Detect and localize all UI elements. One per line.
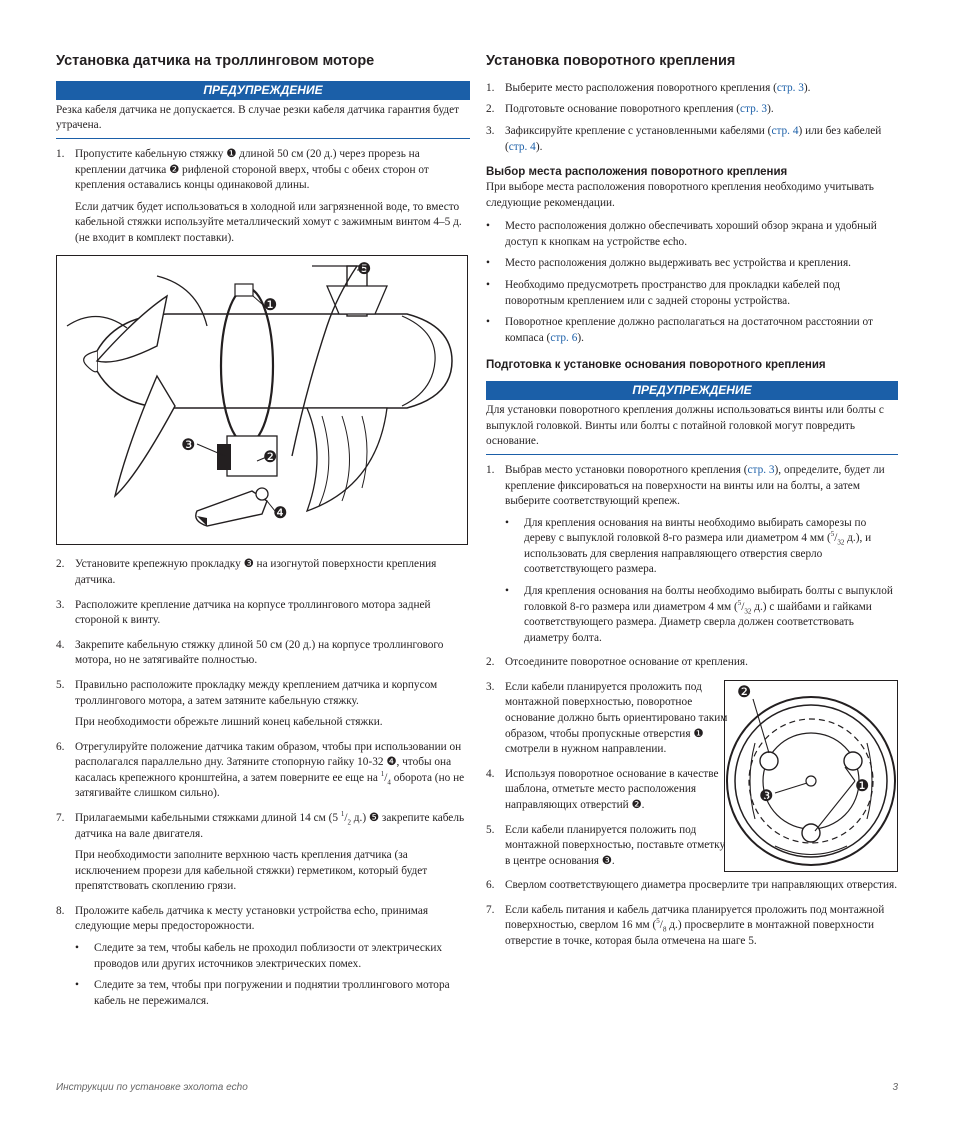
- step-3: [486, 680, 733, 758]
- step-5: [486, 823, 733, 870]
- step-number: 2.: [56, 558, 65, 571]
- step-text: Правильно расположите прокладку между креплением датчика и корпусом троллингового мотора, а затем затяните кабельную стяжку.: [75, 678, 438, 707]
- footer-title: Инструкции по установке эхолота echo: [56, 1082, 248, 1093]
- step-number: 2.: [486, 103, 495, 116]
- section-title-swivel-mount: Установка поворотного крепления: [486, 53, 736, 69]
- bullet-item: • Для крепления основания на винты необходимо выбирать саморезы по дереву с выпуклой головкой 8-го размера или диаметром 4 мм ($^5/_{32}$ д.), и использовать для сверления направляющего отверстия сверло соответствующего размера.: [505, 516, 898, 578]
- step-text: Закрепите кабельную стяжку длиной 50 см (20 д.) на корпусе троллингового мотора, но не затягивайте полностью.: [75, 638, 444, 667]
- page-link[interactable]: стр. 3: [740, 103, 768, 116]
- step-number: 6.: [56, 740, 65, 753]
- step-6: [486, 878, 898, 894]
- callout-2: ❷: [737, 681, 752, 701]
- swivel-base-figure: [724, 680, 898, 872]
- step-number: 4.: [56, 638, 65, 651]
- step-text: Сверлом соответствующего диаметра просверлите три направляющих отверстия.: [505, 879, 898, 892]
- warning-bar: ПРЕДУПРЕЖДЕНИЕ: [56, 81, 470, 100]
- subsection-intro: При выборе места расположения поворотного крепления необходимо учитывать следующие рекомендации.: [486, 181, 874, 209]
- swivel-base-illustration: [725, 681, 897, 871]
- step-7: [56, 811, 470, 895]
- warning-text: Для установки поворотного крепления должны использоваться винты или болты с выпуклой головкой. Винты или болты с потайной головкой могут повредить основание.: [486, 403, 898, 455]
- step-4: [56, 638, 470, 669]
- callout-1: ❶: [855, 775, 870, 795]
- step-number: 2.: [486, 656, 495, 669]
- page-link[interactable]: стр. 3: [747, 463, 775, 476]
- right-column: [486, 52, 898, 959]
- step-8: [56, 904, 470, 1009]
- step-text: Если кабель питания и кабель датчика планируется проложить под монтажной поверхностью, сверлом 16 мм ($^5/_8$ д.) просверлите в монтажной поверхности отверстие в точке, которая была отмечена на шаге 5.: [505, 903, 885, 947]
- bullet-item: • Необходимо предусмотреть пространство для прокладки кабелей под поворотным креплением или с задней стороны устройства.: [486, 278, 898, 309]
- step-number: 5.: [486, 823, 495, 836]
- warning-text: Резка кабеля датчика не допускается. В случае резки кабеля датчика гарантия будет утрачена.: [56, 103, 470, 139]
- figure-wrap-block: [486, 680, 898, 869]
- step-5: [56, 678, 470, 731]
- page-link[interactable]: стр. 4: [771, 125, 799, 137]
- step-number: 7.: [486, 903, 495, 916]
- step-number: 3.: [486, 125, 495, 137]
- step-text: Выберите место расположения поворотного крепления (стр. 3).: [505, 81, 811, 94]
- step-note: При необходимости обрежьте лишний конец кабельной стяжки.: [75, 716, 383, 729]
- step-7: [486, 903, 898, 950]
- step-number: 5.: [56, 678, 65, 691]
- step-6: [56, 740, 470, 802]
- callout-1: ❶: [263, 295, 278, 315]
- step-number: 4.: [486, 767, 495, 780]
- location-bullets: [486, 219, 898, 346]
- page-link[interactable]: стр. 6: [550, 331, 578, 344]
- step-text: Установите крепежную прокладку ❸ на изогнутой поверхности крепления датчика.: [75, 558, 437, 587]
- step-note: При необходимости заполните верхнюю часть крепления датчика (за исключением прорези для кабельной стяжки) герметиком, который будет препятствовать скоплению грязи.: [75, 849, 428, 893]
- step-text: Если кабели планируется проложить под монтажной поверхностью, поворотное основание должно быть ориентировано таким образом, чтобы пропускные отверстия ❶ смотрели в нужном направлении.: [505, 680, 728, 756]
- step-text: Подготовьте основание поворотного крепления (стр. 3).: [505, 103, 774, 116]
- warning-bar: ПРЕДУПРЕЖДЕНИЕ: [486, 381, 898, 400]
- step-number: 3.: [56, 598, 65, 611]
- step-text: Отрегулируйте положение датчика таким образом, чтобы при использовании он располагался параллельно дну. Затяните стопорную гайку 10-32 ❹, чтобы она касалась крепежного кронштейна, а затем поверните ее еще на $^1/_4$ оборота (но не затягивайте слишком сильно).: [75, 740, 465, 800]
- callout-5: ❺: [357, 259, 372, 279]
- step-text: Зафиксируйте крепление с установленными кабелями (стр. 4) или без кабелей (стр. 4).: [505, 125, 882, 153]
- step-number: 1.: [486, 463, 495, 476]
- step-text: Расположите крепление датчика на корпусе троллингового мотора задней стороной к винту.: [75, 598, 431, 627]
- step-2: [486, 655, 898, 671]
- step-2: [56, 557, 470, 588]
- step-1: [56, 147, 470, 246]
- subsection-title-location: Выбор места расположения поворотного крепления: [486, 166, 788, 179]
- page-link[interactable]: стр. 3: [776, 81, 804, 94]
- step-number: 1.: [486, 81, 495, 94]
- step-number: 7.: [56, 811, 65, 824]
- prepare-steps: [486, 463, 898, 950]
- step-3: [486, 124, 898, 155]
- step-text: Выбрав место установки поворотного крепления (стр. 3), определите, будет ли крепление фиксироваться на поверхности на винты или на болты, а затем выберите соответствующий крепеж.: [505, 463, 885, 508]
- callout-3: ❸: [759, 785, 774, 805]
- page-footer: [56, 1081, 898, 1095]
- step-text: Отсоедините поворотное основание от крепления.: [505, 656, 748, 669]
- swivel-steps: [486, 81, 898, 155]
- callout-4: ❹: [273, 503, 288, 523]
- trolling-motor-figure: [56, 255, 468, 545]
- step-text: Если кабели планируется положить под монтажной поверхностью, поставьте отметку в центре основания ❸.: [505, 823, 726, 867]
- step-number: 8.: [56, 904, 65, 917]
- subsection-title-prepare: Подготовка к установке основания поворотного крепления: [486, 359, 826, 372]
- step-1: [486, 81, 898, 97]
- step-number: 1.: [56, 148, 65, 160]
- trolling-motor-illustration: [57, 256, 467, 544]
- bullet-item: • Место расположения должно обеспечивать хороший обзор экрана и удобный доступ к кнопкам на устройстве echo.: [486, 219, 898, 250]
- step-2: [486, 102, 898, 118]
- step-text: Пропустите кабельную стяжку ❶ длиной 50 см (20 д.) через прорезь на креплении датчика ❷ рифленой стороной вверх, чтобы с обеих сторон от крепления оставались концы одинаковой длины.: [75, 148, 429, 192]
- bullet-item: • Место расположения должно выдерживать вес устройства и крепления.: [486, 256, 898, 272]
- step-text: Проложите кабель датчика к месту установки устройства echo, принимая следующие меры предосторожности.: [75, 904, 429, 933]
- step-text: Прилагаемыми кабельными стяжками длиной 14 см (5 $^1/_2$ д.) ❺ закрепите кабель датчика на вале двигателя.: [75, 810, 465, 840]
- step-number: 3.: [486, 680, 495, 693]
- step-number: 6.: [486, 879, 495, 892]
- section-title-trolling-motor: Установка датчика на троллинговом моторе: [56, 53, 375, 69]
- install-steps: [56, 147, 470, 246]
- step-4: [486, 767, 733, 814]
- step-note: Если датчик будет использоваться в холодной или загрязненной воде, то вместо кабельной стяжки используйте металлический хомут с зажимным винтом 4–5 д. (не входит в комплект поставки).: [75, 200, 462, 244]
- page-number: 3: [892, 1082, 898, 1093]
- step-1: [486, 463, 898, 646]
- callout-2: ❷: [263, 447, 278, 467]
- page-link[interactable]: стр. 4: [508, 140, 536, 153]
- bullet-item: • Поворотное крепление должно располагаться на достаточном расстоянии от компаса (стр. 6).: [486, 315, 898, 346]
- bullet-item: • Следите за тем, чтобы кабель не проходил поблизости от электрических проводов или других источников электрических помех.: [75, 941, 470, 972]
- install-steps-cont: [56, 557, 470, 1009]
- bullet-item: • Для крепления основания на болты необходимо выбирать болты с выпуклой головкой 8-го размера или диаметром 4 мм ($^5/_{32}$ д.) с шайбами и гайками соответствующего размера. Диаметр сверла должен соответствовать диаметру болта.: [505, 584, 898, 646]
- step-text: Используя поворотное основание в качестве шаблона, отметьте место расположения направляющих отверстий ❷.: [505, 767, 719, 811]
- bullet-item: • Следите за тем, чтобы при погружении и поднятии троллингового мотора кабель не пережимался.: [75, 978, 470, 1009]
- callout-3: ❸: [181, 435, 196, 455]
- left-column: [56, 52, 470, 1018]
- step-3: [56, 598, 470, 629]
